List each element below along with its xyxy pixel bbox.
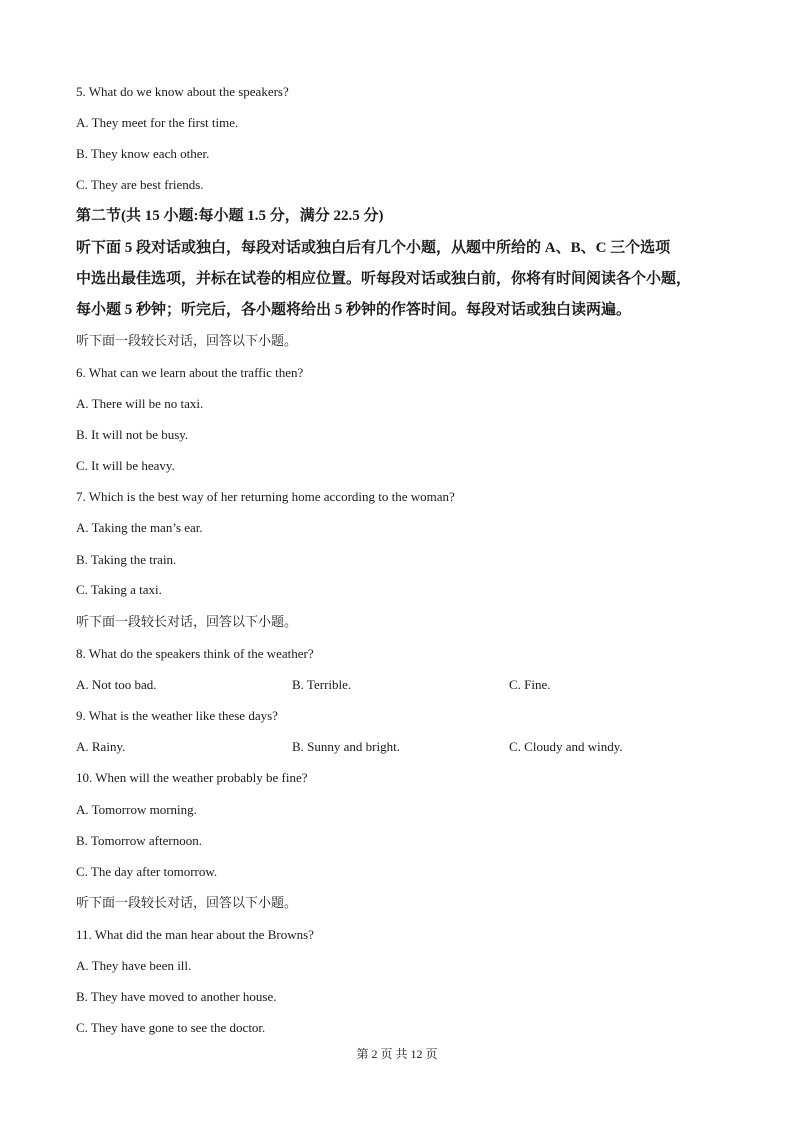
question-9: 9. What is the weather like these days? (76, 708, 278, 723)
option-9c: C. Cloudy and windy. (509, 739, 623, 754)
option-11b: B. They have moved to another house. (76, 989, 277, 1004)
question-8: 8. What do the speakers think of the weather? (76, 646, 314, 661)
option-5c: C. They are best friends. (76, 177, 204, 192)
option-6b: B. It will not be busy. (76, 427, 189, 442)
question-10: 10. When will the weather probably be fine? (76, 770, 308, 785)
question-7: 7. Which is the best way of her returning home according to the woman? (76, 489, 455, 504)
question-5: 5. What do we know about the speakers? (76, 84, 289, 99)
section-heading: 第二节(共 15 小题:每小题 1.5 分，满分 22.5 分) (76, 208, 384, 224)
section-instruction-3: 每小题 5 秒钟；听完后，各小题将给出 5 秒钟的作答时间。每段对话或独白读两遍。 (76, 302, 632, 318)
option-8b: B. Terrible. (292, 677, 352, 692)
listen-prompt: 听下面一段较长对话，回答以下小题。 (76, 614, 298, 629)
option-8a: A. Not too bad. (76, 677, 157, 692)
option-6a: A. There will be no taxi. (76, 396, 204, 411)
option-10b: B. Tomorrow afternoon. (76, 833, 202, 848)
option-11a: A. They have been ill. (76, 958, 192, 973)
listen-prompt: 听下面一段较长对话，回答以下小题。 (76, 895, 298, 910)
option-8c: C. Fine. (509, 677, 551, 692)
option-10a: A. Tomorrow morning. (76, 802, 197, 817)
option-9b: B. Sunny and bright. (292, 739, 400, 754)
question-6: 6. What can we learn about the traffic then? (76, 365, 304, 380)
option-5a: A. They meet for the first time. (76, 115, 239, 130)
option-7c: C. Taking a taxi. (76, 582, 162, 597)
page-footer: 第 2 页 共 12 页 (356, 1047, 438, 1061)
option-9a: A. Rainy. (76, 739, 126, 754)
listen-prompt: 听下面一段较长对话，回答以下小题。 (76, 333, 298, 348)
section-instruction-1: 听下面 5 段对话或独白，每段对话或独白后有几个小题，从题中所给的 A、B、C 三个选项 (76, 240, 671, 256)
section-instruction-2: 中选出最佳选项，并标在试卷的相应位置。听每段对话或独白前，你将有时间阅读各个小题， (76, 271, 692, 287)
option-7a: A. Taking the man’s ear. (76, 520, 203, 535)
question-11: 11. What did the man hear about the Browns? (76, 927, 314, 942)
option-7b: B. Taking the train. (76, 552, 177, 567)
option-5b: B. They know each other. (76, 146, 210, 161)
option-6c: C. It will be heavy. (76, 458, 175, 473)
option-11c: C. They have gone to see the doctor. (76, 1020, 266, 1035)
option-10c: C. The day after tomorrow. (76, 864, 218, 879)
